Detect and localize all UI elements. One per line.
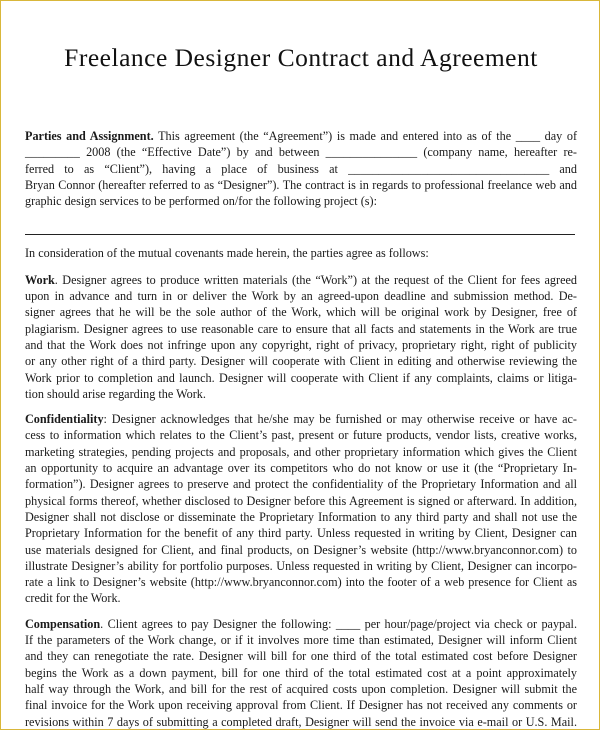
- confidentiality-line-5: formation”). Designer agrees to preserve and protect the confidentiality of the Proprietary Information and all: [25, 477, 577, 492]
- work-line-5: and that the Work does not infringe upon any copyright, right of privacy, proprietary right, right of publicity: [25, 337, 577, 352]
- parties-line-3: ferred to as “Client”), having a place of business at _________________________________ and: [25, 161, 577, 176]
- compensation-line-4: begins the Work as a down payment, bill for one third of the total estimated cost at a point approximately: [25, 665, 577, 680]
- compensation-line-7: revisions within 7 days of submitting a completed draft, Designer will send the invoice via e-mail or U.S. Mail.: [25, 714, 577, 729]
- project-blank-line: [25, 234, 575, 235]
- work-line-7: Work prior to completion and launch. Designer will cooperate with Client if any complaints, claims or litiga-: [25, 370, 577, 385]
- confidentiality-line-2: cess to information which relates to the Client’s past, present or future products, vendor lists, creative works,: [25, 428, 577, 443]
- confidentiality-line-9: use materials designed for Client, and final products, on Designer’s website (http://www.bryanconnor.com) to: [25, 542, 577, 557]
- work-heading: Work: [25, 272, 55, 287]
- parties-line-5: graphic design services to be performed on/for the following project (s):: [25, 194, 377, 209]
- work-section: [25, 272, 577, 402]
- document-body: [25, 128, 577, 730]
- compensation-line-2: If the parameters of the Work change, or if it involves more time than estimated, Designer will inform Client: [25, 633, 577, 648]
- compensation-section: [25, 616, 577, 730]
- confidentiality-line-8: Proprietary Information for the benefit of any third party. Unless requested in writing by Client, Designer can: [25, 526, 577, 541]
- work-line-6: or any other right of a third party. Designer will cooperate with Client in editing and otherwise reviewing the: [25, 354, 577, 369]
- consideration-text: In consideration of the mutual covenants made herein, the parties agree as follows:: [25, 246, 429, 261]
- confidentiality-line-3: marketing strategies, pending projects and proposals, and other proprietary information which gives the Client: [25, 444, 577, 459]
- confidentiality-line-6: physical forms thereof, whether disclosed to Designer before this Agreement is signed or afterward. In addition,: [25, 493, 577, 508]
- parties-line-2: _________ 2008 (the “Effective Date”) by and between _______________ (company name, hereafter re-: [25, 145, 577, 160]
- work-line-8: tion should arise regarding the Work.: [25, 386, 206, 401]
- work-line-2: upon in advance and turn in or deliver the Work by an agreed-upon deadline and submission method. De-: [25, 289, 577, 304]
- confidentiality-line-10: illustrate Designer’s ability for portfolio purposes. Unless requested in writing by Client, Designer can incorpo-: [25, 558, 577, 573]
- confidentiality-line-12: credit for the Work.: [25, 591, 121, 606]
- document-title: Freelance Designer Contract and Agreement: [64, 43, 538, 72]
- compensation-line-3: and they can renegotiate the rate. Designer will bill for one third of the total estimated cost before Designer: [25, 649, 577, 664]
- compensation-heading: Compensation: [25, 616, 101, 631]
- work-line-1: Work. Designer agrees to produce written materials (the “Work”) at the request of the Client for fees agreed: [25, 272, 577, 287]
- work-line-4: plagiarism. Designer agrees to use reasonable care to ensure that all facts and statements in the Work are true: [25, 321, 577, 336]
- parties-section: [25, 128, 577, 209]
- confidentiality-heading: Confidentiality: [25, 412, 104, 427]
- confidentiality-line-4: an opportunity to acquire an advantage over its competitors who do not know or use it (the “Proprietary In-: [25, 461, 577, 476]
- confidentiality-line-11: rate a link to Designer’s website (http://www.bryanconnor.com) into the footer of a web presence for Client as: [25, 575, 577, 590]
- compensation-line-6: final invoice for the Work upon receiving approval from Client. If Designer has not received any comments or: [25, 698, 577, 713]
- confidentiality-line-1: Confidentiality: Designer acknowledges that he/she may be furnished or may otherwise receive or have ac-: [25, 412, 577, 427]
- confidentiality-line-7: Designer shall not disclose or disseminate the Proprietary Information to any third party and shall not use the: [25, 509, 577, 524]
- parties-line-1: Parties and Assignment. This agreement (the “Agreement”) is made and entered into as of the ____ day of: [25, 129, 578, 143]
- consideration-section: [25, 245, 577, 261]
- parties-heading: Parties and Assignment.: [25, 129, 154, 143]
- compensation-line-5: half way through the Work, and bill for the rest of acquired costs upon completion. Designer will submit the: [25, 681, 577, 696]
- parties-line-4: Bryan Connor (hereafter referred to as “Designer”). The contract is in regards to professional freelance web and: [25, 177, 577, 192]
- work-line-3: signer agrees that he will be the sole author of the Work, which will be original work by Designer, free of: [25, 305, 577, 320]
- compensation-line-1: Compensation. Client agrees to pay Designer the following: ____ per hour/page/project via check or paypal.: [25, 616, 577, 631]
- confidentiality-section: [25, 411, 577, 607]
